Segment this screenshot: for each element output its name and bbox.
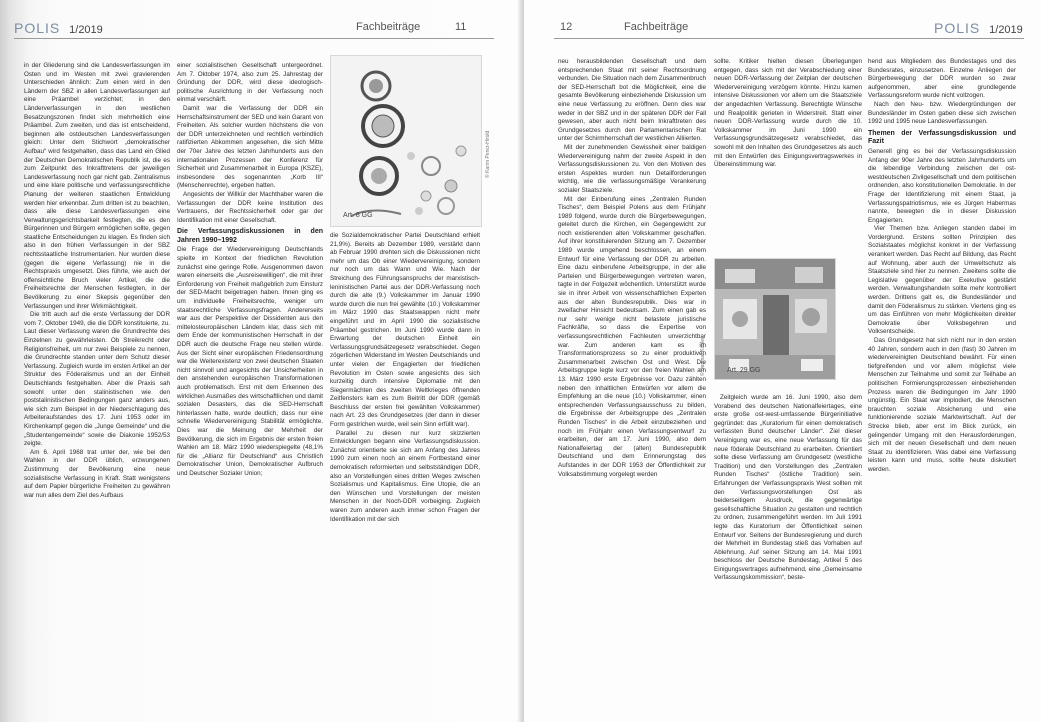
paragraph: Die tritt auch auf die erste Verfassung der DDR vom 7. Oktober 1949, die die DDR konstituierte, zu. Laut dieser Verfassung waren die Grundrechte des Einzelnen zu gewährleisten. Ob Streikrecht oder Religionsfreiheit, um nur zwei Beispiele zu nennen, die Grundrechte standen unter dem Schutz dieser Verfassung. Zugleich wurde im ersten Artikel an der Struktur des Föderalismus und an der Einheit Deutschlands festgehalten. Aber die Praxis sah sowohl unter den stalinistischen wie den poststalinistischen Bedingungen ganz anders aus, wie sich zum Beispiel in der Niederschlagung des Arbeiteraufstandes des 17. Juni 1953 oder im Kirchenkampf gegen die „Junge Gemeinde“ und die „Studentengemeinde“ sowie die Diakonie 1952/53 zeigte. <box>24 311 170 448</box>
paragraph: einer sozialistischen Gesellschaft untergeordnet. Am 7. Oktober 1974, also zum 25. Jahrestag der Gründung der DDR, wird diese ideologisch-politische Ausrichtung in der Verfassung noch einmal verschärft. <box>177 62 323 104</box>
paragraph: die Sozialdemokratischer Partei Deutschland erhielt 21,9%). Bereits ab Dezember 1989, verstärkt dann ab Februar 1990 drehten sich die Diskussionen nicht mehr um das Ob einer Wiedervereinigung, sondern nur noch um das Wann und Wie. Nach der Streichung des Führungsanspruchs der marxistisch-leninistischen Partei aus der DDR-Verfassung noch durch die alte (9.) Volkskammer im Januar 1990 wurde durch die nun frei gewählte (10.) Volkskammer im März 1990 das Staatswappen nicht mehr eingeführt und im April 1990 die sozialistische Präambel gestrichen. Im Juni 1990 wurde dann in Erwartung der deutschen Einheit ein Verfassungsgrundsätzegesetz verabschiedet. Gegen zögerlichen Widerstand im Westen Deutschlands und unter vielen der Engagierten der friedlichen Revolution im Osten sowie angesichts des sich kurzeitig durch intensive Diplomatie mit den Siegermächten des zweiten Weltkrieges öffnenden Zeitfensters kam es zum Beitritt der DDR (gemäß Beschluss der ersten frei gewählten Volkskammer) nach Art. 23 des Grundgesetzes (der dann in dieser Form gestrichen wurde, weil sein Sinn erfüllt war). <box>330 232 480 429</box>
column-1 <box>24 62 170 500</box>
paragraph: Am 6. April 1968 trat unter der, wie bei den Wahlen in der DDR üblich, erzwungenen Zustimmung der Bevölkerung eine neue sozialistische Verfassung in Kraft. Statt wenigstens auf dem Papier bürgerliche Freiheiten zu gewähren war nun alles dem Ziel des Aufbaus <box>24 448 170 499</box>
paragraph: Mit der zunehmenden Gewissheit einer baldigen Wiedervereinigung nahm der zweite Aspekt in den Verfassungsdiskussionen zu. Von den Motiven des ersten Aspektes wurden nun Detailforderungen wichtig, wie die verfassungsmäßige Verankerung sozialer Staatsziele. <box>558 143 706 194</box>
column-3 <box>330 232 480 524</box>
artwork-image <box>330 55 482 227</box>
section-heading: Die Verfassungsdiskussionen in den Jahren 1990–1992 <box>177 228 323 244</box>
section-title: Fachbeiträge <box>356 21 421 33</box>
paragraph: Mit der Einberufung eines „Zentralen Runden Tisches“, dem Beispiel Polens aus dem Frühjahr 1989 folgend, wurde durch die Bürgerbewegungen, geleitet durch die Kirchen, ein Gegengewicht zur noch existierenden alten Volkskammer geschaffen. Auf ihrer konstituierenden Sitzung am 7. Dezember 1989 wurde umgehend beschlossen, an einem Entwurf für eine Verfassung der DDR zu arbeiten. Eine dazu einberufene Arbeitsgruppe, in der alle Parteien und Bürgerbewegungen vertreten waren, tagte in der Folgezeit wöchentlich. Unterstützt wurde sie in ihrer Arbeit von wissenschaftlichen Experten aus der alten Bundesrepublik. Dies war in zweifacher Hinsicht bedeutsam. Zum einen gab es nur sehr wenige nicht belastete juristische Fachkräfte, so dass die Expertise von verfassungsrechtlichen Fachleuten unverzichtbar war. Zum anderen kam es im Transformationsprozess so zu einer produktiven Zusammenarbeit zwischen Ost und West. Die Arbeitsgruppe legte kurz vor den freien Wahlen am 13. März 1990 erste Ergebnisse vor. Dazu zählten neben den inhaltlichen Entwürfen vor allem die Empfehlung an die neue (10.) Volkskammer, einen entsprechenden Verfassungsausschuss zu bilden, die Ergebnisse der Arbeitsgruppe des „Zentralen Runden Tisches“ in die Arbeit einzubeziehen und noch im Frühjahr einen Verfassungsentwurf zu erarbeiten, der am 17. Juni 1990, also dem Nationalfeiertag der (alten) Bundesrepublik Deutschland und dem Erinnerungstag des Aufstandes in der DDR 1953 der Öffentlichkeit zur Volksabstimmung vorgelegt werden <box>558 195 706 478</box>
column-1 <box>558 58 706 479</box>
paragraph: Die Frage der Wiedervereinigung Deutschlands spielte im Kontext der friedlichen Revolution zunächst eine geringe Rolle. Ausgenommen davon waren einerseits die „Ausreisewilligen“, die mit ihrer Einforderung von Freiheit maßgeblich zum Einsturz der SED-Macht beigetragen haben. Ihnen ging es um individuelle Freiheitsrechte, weniger um staatsrechtliche Verfassungsfragen. Andererseits war aus der Perspektive der Dissidenten aus den mittelosteuropäischen Ländern klar, dass sich mit dem Ende der kommunistischen Herrschaft in der DDR auch die deutsche Frage neu stellen würde. Aus der Sicht einer europäischen Friedensordnung war die Weiterexistenz von zwei deutschen Staaten nicht sinnvoll und angesichts der Unsicherheiten in den anstehenden europäischen Transformationen auch problematisch. Erst mit dem Erkennen des wirklichen Ausmaßes des wirtschaftlichen und damit sozialen Desasters, das die SED-Herrschaft hinterlassen hatte, wurde deutlich, dass nur eine schnelle Wiedervereinigung Stabilität ermöglichte. Dies war die Meinung der Mehrheit der Bevölkerung, die sich im Ergebnis der ersten freien Wahlen am 18. März 1990 wiederspiegelte (48,1% für die „Allianz für Deutschland“ aus Christlich Demokratischer Union, Demokratischer Aufbruch und Deutscher Sozialer Union; <box>177 246 323 477</box>
right-page <box>524 0 1041 722</box>
figure-credit: © Dagmar Köhler <box>700 337 706 376</box>
figure-caption: Art. 8 GG <box>343 212 373 219</box>
paragraph: in der Gliederung sind die Landesverfassungen im Osten und im Westen mit zwei gravierenden Unterschieden ähnlich: Zum einen wird in den Ländern der SBZ in allen Landesverfassungen auf eine Präambel verzichtet; in den Länderverfassungen in den westlichen Besatzungszonen findet sich mehrheitlich eine Präambel. Zum zweiten, und das ist entscheidend, beginnen alle ostdeutschen Landesverfassungen gleich: Unter dem Stichwort „demokratischer Aufbau“ wird festgehalten, dass das Land ein Glied der Deutschen Demokratischen Republik ist, die es zum Zeitpunkt des Inkrafttretens der jeweiligen Landesverfassung noch gar nicht gab. Zentralismus und eine klare politische und verfassungsrechtliche Planung der weiteren staatlichen Entwicklung werden hier erkennbar. Zum dritten ist zu beachten, dass alle diese Landesverfassungen eine Verwaltungsgerichtsbarkeit festlegten, die es den Bürgerinnen und Bürgern ermöglichen sollte, gegen staatliche Entscheidungen zu klagen. Es finden sich also in den frühen Verfassungen in der SBZ rechtsstaatliche Instrumentarien. Nur wurden diese (gegen die eigene Verfassung) nie in die Rechtspraxis umgesetzt. Dies führte, wie auch der offensichtliche Bruch vieler Artikel, die die Freiheitsrechte der Menschen festlegten, in der Bevölkerung zu einer Skepsis gegenüber den Verfassungen und ihrer Wirkmächtigkeit. <box>24 62 170 310</box>
column-3 <box>868 58 1016 475</box>
paragraph: Damit war die Verfassung der DDR ein Herrschaftsinstrument der SED und kein Garant von Freiheiten. Als solcher wurden höchstens die von der DDR unterzeichneten und rechtlich verbindlich ratifizierten Abkommen angesehen, die sich Mitte der 70er Jahre des letzten Jahrhunderts aus den internationalen Prozessen der Konferenz für Sicherheit und Zusammenarbeit in Europa (KSZE), insbesondere des sogenannten „Korb III“ (Menschenrechte), ergeben hatten. <box>177 104 323 190</box>
issue-number: 1/2019 <box>69 24 103 36</box>
paragraph: sollte. Kritiker hielten diesen Überlegungen entgegen, dass sich mit der Verabschiedung einer neuen DDR-Verfassung der Zeitplan der deutschen Wiedervereinigung verzögern könnte. Hinzu kamen intensive Diskussionen vor allem um die Staatsziele der angedachten Verfassung. Berechtigte Wünsche und Realpolitik gerieten in Widerstreit. Statt einer neuen DDR-Verfassung wurde durch die 10. Volkskammer im Juni 1990 ein Verfassungsgrundsätzegesetz verabschiedet, das sowohl mit den Inhalten des Grundgesetzes als auch mit den Entwürfen des Einigungsvertragswerkes in Übereinstimmung war. <box>714 58 862 169</box>
issue-number: 1/2019 <box>989 24 1023 36</box>
paragraph: Nach den Neu- bzw. Wiedergründungen der Bundesländer im Osten gaben diese sich zwischen 1992 und 1995 neue Landesverfassungen. <box>868 100 1016 126</box>
paragraph: neu herausbildenden Gesellschaft und dem entsprechenden Staat mit seiner Rechtsordnung verbunden. Die Situation nach dem Zusammenbruch der SED-Herrschaft bot die Möglichkeit, eine die gesamte Bevölkerung einbeziehende Diskussion um eine neue Verfassung zu eröffnen. Denn dies war weder in der SBZ und in der späteren DDR der Fall gewesen, aber auch nicht beim Inkrafttreten des Grundgesetzes durch den Parlamentarischen Rat unter der Schirmherrschaft der westlichen Alliierten. <box>558 58 706 143</box>
paragraph: Das Grundgesetz hat sich nicht nur in den ersten 40 Jahren, sondern auch in den (fast) 30 Jahren im wiedervereinigten Deutschland bewährt. Für einen tiefgreifenden und vor allem möglichst viele Menschen zur Teilnahme und somit zur Teilhabe an politischen Formierungsprozessen einbeziehenden Prozess waren die Bedingungen im Jahr 1990 ungünstig. Ein Staat war implodiert, die Menschen brauchten soziale Absicherung und eine funktionierende soziale Marktwirtschaft. Auf der Strecke blieb, aber erst im Blick zurück, ein gelingender Umgang mit den Herausforderungen, sich mit der neuen Gesellschaft und dem neuen Staat zu identifizieren. Was dabei eine Verfassung leisten kann und muss, sollte heute diskutiert werden. <box>868 337 1016 473</box>
figure-caption: Art. 29 GG <box>727 367 761 374</box>
artwork-illustration <box>331 56 481 226</box>
section-title: Fachbeiträge <box>624 21 689 33</box>
paragraph: Parallel zu diesen nur kurz skizzierten Entwicklungen begann eine Verfassungsdiskussion. Zunächst orientierte sie sich am Anfang des Jahres 1990 zum einen noch an einem Fortbestand einer demokratisch reformierten und selbstständigen DDR, also an Vorstellungen eines dritten Weges zwischen Sozialismus und Kapitalismus. Eine Utopie, die an den Wünschen und Vorstellungen der meisten Menschen in der Noch-DDR vorbeiging. Zugleich waren zum anderen auch immer schon Fragen der Identifikation mit der sich <box>330 429 480 523</box>
page-number: 12 <box>560 21 573 33</box>
section-heading: Themen der Verfassungsdiskussion und Fazit <box>868 129 1016 146</box>
paragraph: Generell ging es bei der Verfassungsdiskussion Anfang der 90er Jahre des letzten Jahrhunderts um die lebendige Verbindung zwischen der ost-westdeutschen Zivilgesellschaft und dem politischen ordnenden, also konstitutionellen Demokratie. In der Frage der Identifizierung mit einem Staat, ja Verfassungspatriotismus, wie es Jürgen Habermas nannte, bewegten die in dieser Diskussion Engagierten. <box>868 147 1016 224</box>
figure-credit: © Karim Perez-Hirold <box>485 130 491 178</box>
column-2 <box>177 62 323 479</box>
paragraph: hend aus Mitgliedern des Bundestages und des Bundesrates, einzusetzen. Einzelne Anliegen der Bürgerbewegung der DDR wurden so zwar aufgenommen, aber eine grundlegende Verfassungsreform wurde nicht vollzogen. <box>868 58 1016 100</box>
paragraph: Angesichts der Willkür der Machthaber waren die Verfassungen der DDR keine Institution des Vertrauens, der Rechtssicherheit oder gar der Identifikation mit einer Gesellschaft. <box>177 190 323 224</box>
header-rule <box>14 38 494 39</box>
column-2-continued <box>714 394 862 583</box>
paragraph: Vier Themen bzw. Anliegen standen dabei im Vordergrund. Erstens sollten Prinzipien des Sozialstaates möglichst konkret in der Verfassung verankert werden. Das Recht auf Bildung, das Recht auf Wohnung, aber auch der Umweltschutz als Staatsziele sind hier zu nennen. Zweitens sollte die Legislative gegenüber der Exekutive gestärkt werden. Verwaltungshandeln sollte mehr kontrolliert werden. Drittens galt es, die Bundesländer und damit den Föderalismus zu stärken. Viertens ging es um das Einführen von mehr Möglichkeiten direkter Demokratie über Volksbegehren und Volksentscheide. <box>868 225 1016 336</box>
journal-logo: POLIS 1/2019 <box>14 20 103 36</box>
header-rule <box>554 38 1024 39</box>
paragraph: Zeitgleich wurde am 16. Juni 1990, also dem Vorabend des deutschen Nationalfeiertages, eine erste große ost-west-umfassende Bürgerinitiative gegründet: das „Kuratorium für einen demokratisch verfassten Bund deutscher Länder“. Ziel dieser Vereinigung war es, eine neue Verfassung für das neue föderale Deutschland zu erarbeiten. Orientiert sollte diese Verfassung am Grundgesetz (westliche Tradition) und den Vorstellungen des „Zentralen Runden Tisches“ (östliche Tradition) sein. Erfahrungen der Verfassungspraxis West sollten mit den Verfassungsvorstellungen Ost als beiderseitigem Ausdruck, die gegenwärtige gesellschaftliche Situation zu gestalten und rechtlich zu ordnen, zusammengeführt werden. Im Juli 1991 legte das Kuratorium der Öffentlichkeit seinen Entwurf vor. Seitens der Bundesregierung und durch der Mehrheit im Bundestag stieß das Vorhaben auf Ablehnung. Auf seiner Sitzung am 14. Mai 1991 beschloss der Deutsche Bundestag, Artikel 5 des Einigungsvertrages aufnehmend, eine „Gemeinsame Verfassungskommission“, beste- <box>714 394 862 582</box>
artwork-image <box>714 258 836 380</box>
column-2 <box>714 58 862 170</box>
artwork-illustration <box>715 259 835 379</box>
page-number: 11 <box>455 21 467 33</box>
journal-logo: POLIS 1/2019 <box>934 20 1023 36</box>
